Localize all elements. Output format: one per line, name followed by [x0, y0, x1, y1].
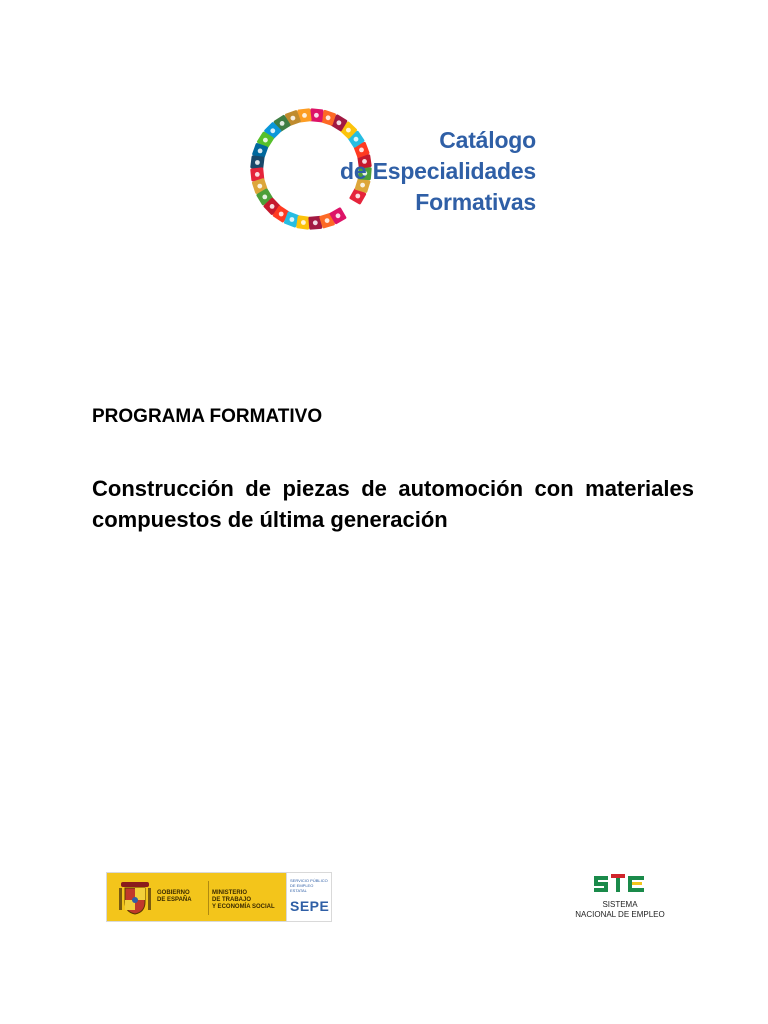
ring-tile-glyph-icon	[301, 220, 306, 225]
ring-tile-glyph-icon	[280, 121, 285, 126]
logo-divider	[208, 881, 209, 915]
ring-tile-glyph-icon	[270, 204, 275, 209]
ring-tile-glyph-icon	[263, 138, 268, 143]
ring-tile-glyph-icon	[325, 218, 330, 223]
catalog-title-line2: de Especialidades	[339, 158, 536, 184]
ring-tile-glyph-icon	[279, 212, 284, 217]
catalog-logo	[246, 104, 546, 234]
coat-of-arms-icon	[117, 880, 153, 916]
ring-tile-glyph-icon	[326, 115, 331, 120]
catalog-title-line3: Formativas	[415, 189, 536, 215]
catalog-title	[304, 125, 536, 218]
sepe-subtitle: SERVICIO PÚBLICO DE EMPLEO ESTATAL	[290, 878, 328, 893]
sne-logo	[566, 872, 674, 924]
catalog-title-line1: Catálogo	[439, 127, 536, 153]
ring-tile-glyph-icon	[258, 149, 263, 154]
ring-tile-glyph-icon	[313, 220, 318, 225]
sepe-logo	[286, 873, 331, 921]
sepe-wordmark: SEPE	[290, 898, 330, 914]
sne-text	[566, 900, 674, 920]
gobierno-text: GOBIERNO DE ESPAÑA	[157, 890, 192, 903]
ring-tile-glyph-icon	[255, 160, 260, 165]
ring-tile-glyph-icon	[257, 184, 262, 189]
ring-tile-glyph-icon	[262, 195, 267, 200]
government-logo	[106, 872, 332, 922]
ring-tile-glyph-icon	[291, 116, 296, 121]
ring-tile-glyph-icon	[290, 217, 295, 222]
sne-line2: NACIONAL DE EMPLEO	[575, 910, 665, 919]
ring-tile-glyph-icon	[302, 113, 307, 118]
ring-tile-glyph-icon	[314, 113, 319, 118]
program-title: Construcción de piezas de automoción con materiales compuestos de última generación	[92, 476, 694, 532]
ministerio-text: MINISTERIO DE TRABAJO Y ECONOMÍA SOCIAL	[212, 890, 275, 910]
program-label: PROGRAMA FORMATIVO	[92, 406, 323, 427]
ring-tile-glyph-icon	[255, 172, 260, 177]
sne-line1: SISTEMA	[602, 900, 638, 909]
sne-mark-icon	[592, 872, 648, 894]
ring-tile-glyph-icon	[270, 128, 275, 133]
